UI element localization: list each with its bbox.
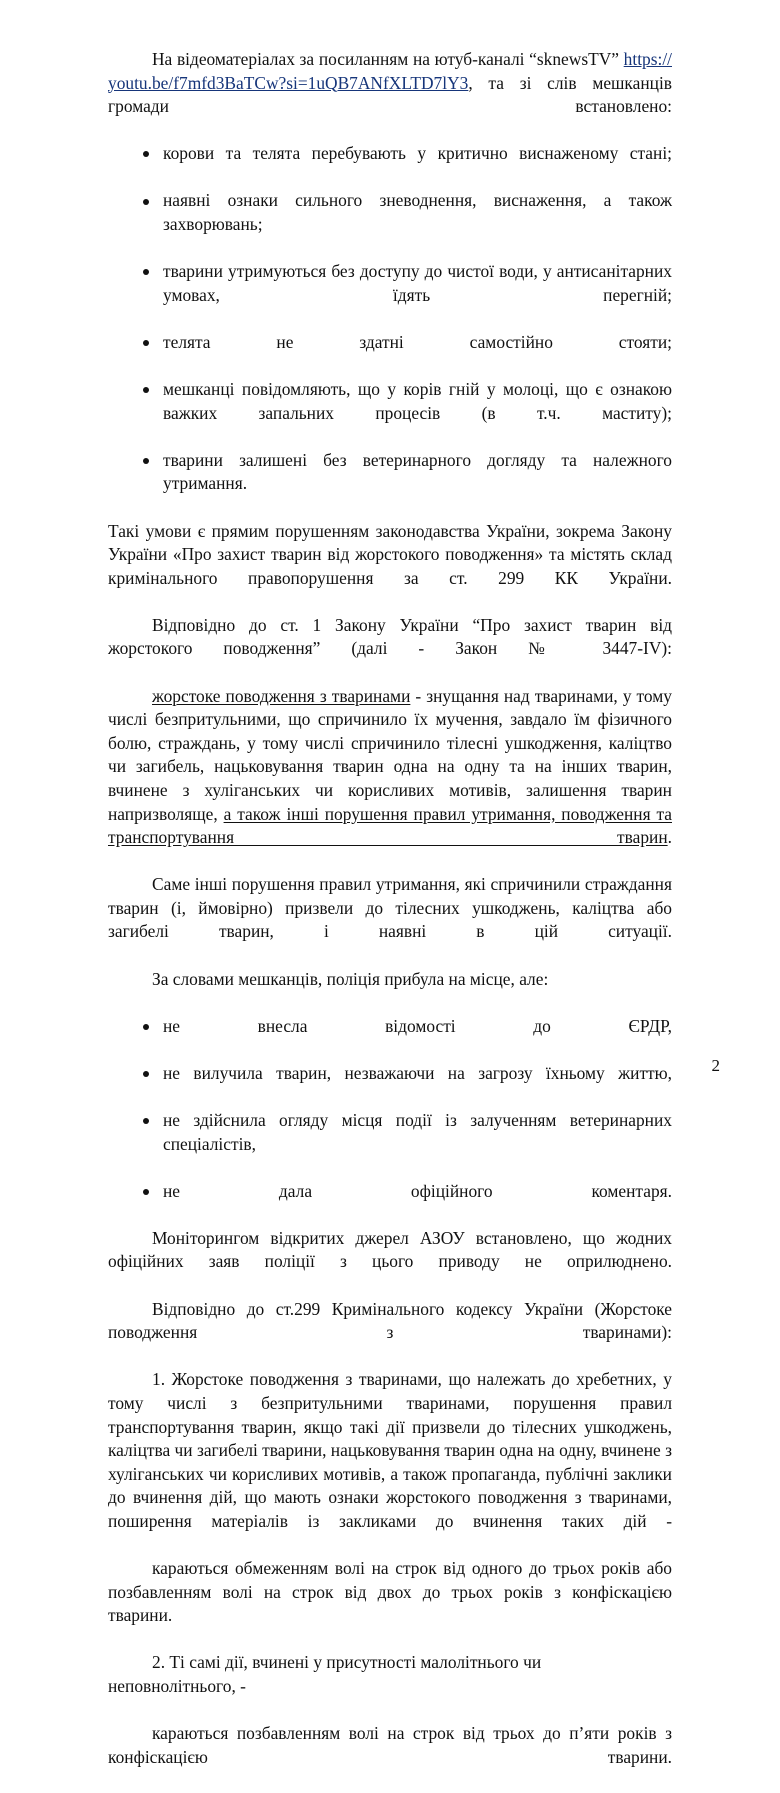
list-item (108, 1180, 672, 1227)
list-item (108, 449, 672, 520)
code-part-1-paragraph: 1. Жорстоке поводження з тваринами, що належать до хребетних, у тому числі з безпритульними тваринами, порушення правил транспортування тварин, якщо такі дії призвели до тілесних ушкоджень, каліцтва чи загибелі тварини, нацьковування тварин одна на одну, вчинене з хуліганських чи корисливих мотивів, а також пропаганда, публічні заклики до вчинення дій, що мають ознаки жорстокого поводження з тваринами, поширення матеріалів із закликами до вчинення таких дій - (108, 1369, 672, 1531)
law-reference-paragraph: Відповідно до ст. 1 Закону України “Про захист тварин від жорстокого поводження” (далі - Закон № 3447-IV): (108, 614, 672, 659)
list-item-label: тварини залишені без ветеринарного догляду та належного утримання. (163, 449, 672, 494)
document-body (108, 48, 672, 1793)
list-item (108, 1109, 672, 1180)
definition-term: жорстоке поводження з тваринами (152, 685, 411, 706)
code-reference-paragraph: Відповідно до ст.299 Кримінального кодексу України (Жорстоке поводження з тваринами): (108, 1298, 672, 1343)
list-item (108, 189, 672, 260)
police-lead-in-paragraph: За словами мешканців, поліція прибула на місце, але: (152, 968, 549, 989)
monitoring-paragraph: Моніторингом відкритих джерел АЗОУ встановлено, що жодних офіційних заяв поліції з цього приводу не оприлюднено. (108, 1227, 672, 1272)
bullet-icon (143, 151, 149, 157)
definition-paragraph (108, 685, 672, 874)
list-item-label: не внесла відомості до ЄРДР, (163, 1015, 672, 1036)
intro-after-link: , та зі слів мешканців громади встановлено: (108, 72, 672, 117)
list-item-label: не вилучила тварин, незважаючи на загрозу їхньому життю, (163, 1062, 672, 1083)
police-failures-list (108, 1015, 672, 1227)
bullet-icon (143, 1024, 149, 1030)
definition-end: . (667, 827, 672, 848)
intro-before-link: На відеоматеріалах за посиланням на ютуб-каналі “sknewsTV” (152, 49, 624, 69)
list-item-label: тварини утримуються без доступу до чистої води, у антисанітарних умовах, їдять перегній; (163, 261, 672, 305)
page-number: 2 (711, 1056, 720, 1075)
violation-paragraph: Такі умови є прямим порушенням законодавства України, зокрема Закону України «Про захист тварин від жорстокого поводження» та містять склад кримінального правопорушення за ст. 299 КК України. (108, 520, 672, 588)
code-part-2-paragraph: 2. Ті самі дії, вчинені у присутності малолітнього чи неповнолітнього, - (108, 1652, 542, 1696)
conclusion-paragraph: Саме інші порушення правил утримання, які спричинили страждання тварин (і, ймовірно) призвели до тілесних ушкоджень, каліцтва або загибелі тварин, і наявні в цій ситуації. (108, 874, 672, 942)
list-item-label: не здійснила огляду місця події із залученням ветеринарних спеціалістів, (163, 1110, 672, 1154)
definition-underlined-tail: а також інші порушення правил утримання, поводження та транспортування тварин (108, 803, 672, 848)
list-item (108, 260, 672, 331)
bullet-icon (143, 458, 149, 464)
intro-paragraph (108, 48, 672, 142)
list-item (108, 1062, 672, 1109)
list-item-label: корови та телята перебувають у критично виснаженому стані; (163, 143, 672, 164)
definition-middle: - знущання над тваринами, у тому числі безпритульними, що спричинило їх мучення, завдало їм фізичного болю, страждань, у тому числі спричинило тілесні ушкодження, каліцтво чи загибель, нацьковування тварин одна на одну та на інших тварин, вчинене з хуліганських чи корисливих мотивів, залишення тварин напризволяще, (108, 685, 672, 824)
youtube-link[interactable]: https://youtu.be/f7mfd3BaTCw?si=1uQB7ANfXLTD7lY3 (108, 49, 672, 93)
code-part-2-penalty-paragraph: караються позбавленням волі на строк від трьох до п’яти років з конфіскацією тварини. (108, 1723, 672, 1767)
bullet-icon (143, 340, 149, 346)
bullet-icon (143, 1189, 149, 1195)
bullet-icon (143, 387, 149, 393)
bullet-icon (143, 199, 149, 205)
list-item (108, 378, 672, 449)
list-item (108, 331, 672, 378)
bullet-icon (143, 269, 149, 275)
bullet-icon (143, 1118, 149, 1124)
list-item-label: мешканці повідомляють, що у корів гній у молоці, що є ознакою важких запальних процесів (в т.ч. маститу); (163, 379, 672, 423)
list-item-label: телята не здатні самостійно стояти; (163, 331, 672, 352)
code-part-1-penalty-paragraph: караються обмеженням волі на строк від одного до трьох років або позбавленням волі на строк від двох до трьох років з конфіскацією тварини. (108, 1558, 672, 1626)
list-item-label: не дала офіційного коментаря. (163, 1180, 672, 1201)
list-item-label: наявні ознаки сильного зневоднення, виснаження, а також захворювань; (163, 190, 672, 235)
bullet-icon (143, 1071, 149, 1077)
list-item (108, 142, 672, 189)
findings-list (108, 142, 672, 519)
list-item (108, 1015, 672, 1062)
